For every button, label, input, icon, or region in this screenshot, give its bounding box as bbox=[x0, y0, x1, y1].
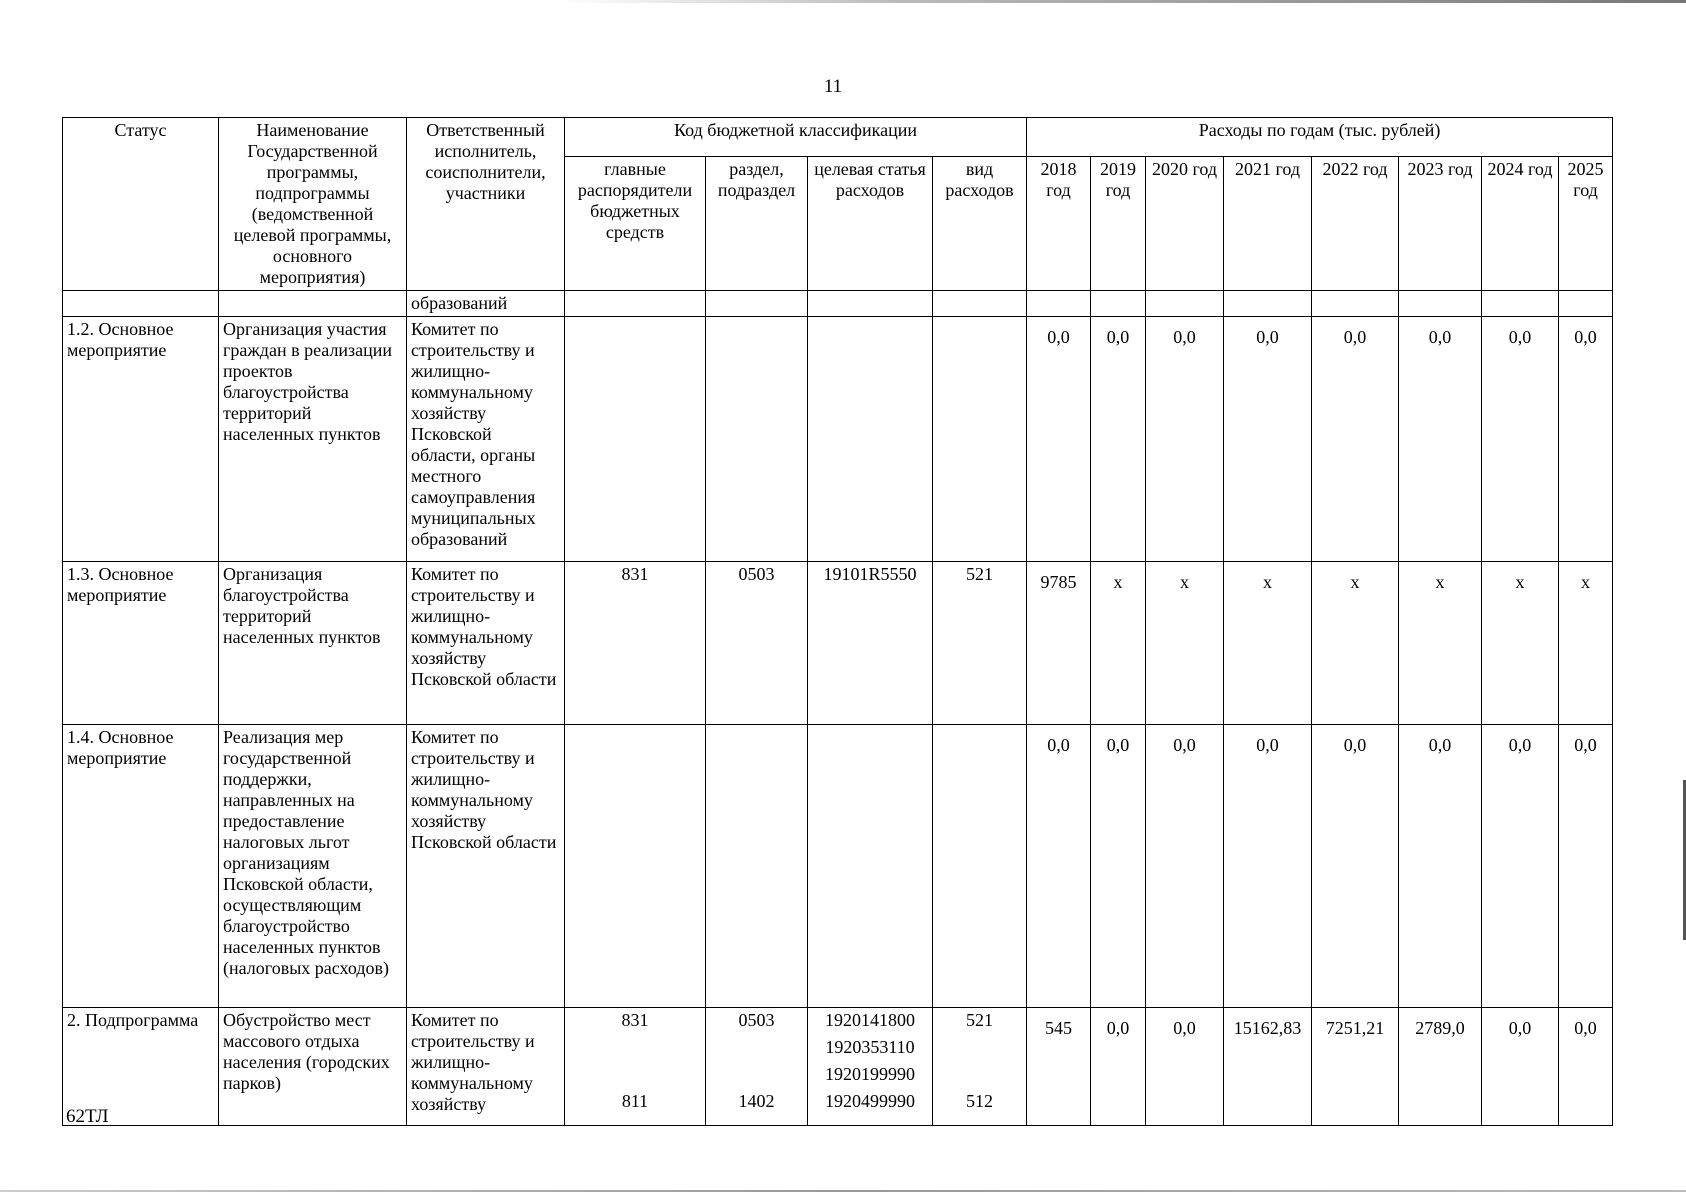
header-row-1 bbox=[63, 118, 1613, 157]
table-row bbox=[63, 1008, 1613, 1126]
table-row-continuation bbox=[63, 291, 1613, 317]
row-value-2020: х bbox=[1146, 562, 1224, 725]
header-budget-code-group: Код бюджетной классификации bbox=[565, 118, 1027, 157]
row-kind-item: 512 bbox=[966, 1091, 994, 1111]
row-responsible: Комитет по строительству и жилищно-коммунальному хозяйству bbox=[407, 1008, 565, 1126]
row-grbs: 831 bbox=[565, 562, 706, 725]
row-grbs-item: 831 bbox=[621, 1010, 649, 1030]
row-section bbox=[706, 317, 808, 562]
row-value-2023: 0,0 bbox=[1399, 317, 1482, 562]
row-kind-item: 521 bbox=[966, 1010, 994, 1030]
row-value-2019: 0,0 bbox=[1091, 1008, 1146, 1126]
row-value-2023: 2789,0 bbox=[1399, 1008, 1482, 1126]
table-row bbox=[63, 317, 1613, 562]
row-kind-list bbox=[933, 1008, 1027, 1126]
row-target-item: 1920353110 bbox=[825, 1037, 915, 1057]
row-value-2023: х bbox=[1399, 562, 1482, 725]
header-year-2021: 2021 год bbox=[1224, 157, 1312, 291]
row-value-2025: 0,0 bbox=[1559, 725, 1613, 1008]
header-year-2024: 2024 год bbox=[1482, 157, 1559, 291]
row-value-2025: х bbox=[1559, 562, 1613, 725]
row-value-2024: х bbox=[1482, 562, 1559, 725]
budget-table bbox=[62, 117, 1613, 1126]
row-value-2025: 0,0 bbox=[1559, 317, 1613, 562]
header-name: Наименование Государственной программы, подпрограммы (ведомственной целевой программы, основного мероприятия) bbox=[219, 118, 407, 291]
header-section: раздел, подраздел bbox=[706, 157, 808, 291]
row-value-2022: 0,0 bbox=[1312, 317, 1399, 562]
row-value-2021: х bbox=[1224, 562, 1312, 725]
row-target-item: 1920199990 bbox=[825, 1064, 915, 1084]
row-value-2021: 0,0 bbox=[1224, 317, 1312, 562]
row-value-2020: 0,0 bbox=[1146, 725, 1224, 1008]
row-responsible: Комитет по строительству и жилищно-коммунальному хозяйству Псковской области bbox=[407, 725, 565, 1008]
row-section-item: 0503 bbox=[738, 1010, 775, 1030]
row-value-2018: 545 bbox=[1027, 1008, 1091, 1126]
row-section-item: 1402 bbox=[738, 1091, 775, 1111]
row-grbs-item: 811 bbox=[621, 1091, 649, 1111]
row-section: 0503 bbox=[706, 562, 808, 725]
row-target-item: 1920499990 bbox=[825, 1091, 915, 1111]
row-value-2025: 0,0 bbox=[1559, 1008, 1613, 1126]
scan-edge-bottom bbox=[0, 1190, 1686, 1192]
row-kind: 521 bbox=[933, 562, 1027, 725]
row-value-2018: 9785 bbox=[1027, 562, 1091, 725]
row-value-2024: 0,0 bbox=[1482, 1008, 1559, 1126]
header-year-2019: 2019 год bbox=[1091, 157, 1146, 291]
row-value-2024: 0,0 bbox=[1482, 725, 1559, 1008]
row-responsible: Комитет по строительству и жилищно-коммунальному хозяйству Псковской области, органы местного самоуправления муниципальных образований bbox=[407, 317, 565, 562]
header-responsible: Ответственный исполнитель, соисполнители, участники bbox=[407, 118, 565, 291]
header-year-2023: 2023 год bbox=[1399, 157, 1482, 291]
footer-code: 62ТЛ bbox=[66, 1106, 109, 1127]
row-value-2023: 0,0 bbox=[1399, 725, 1482, 1008]
row-target bbox=[808, 317, 933, 562]
header-year-2020: 2020 год bbox=[1146, 157, 1224, 291]
row-value-2018: 0,0 bbox=[1027, 317, 1091, 562]
header-year-2018: 2018 год bbox=[1027, 157, 1091, 291]
header-expenses-group: Расходы по годам (тыс. рублей) bbox=[1027, 118, 1613, 157]
row-section-list bbox=[706, 1008, 808, 1126]
row-value-2018: 0,0 bbox=[1027, 725, 1091, 1008]
header-grbs: главные распорядители бюджетных средств bbox=[565, 157, 706, 291]
page-number: 11 bbox=[823, 76, 843, 97]
row-name: Организация благоустройства территорий населенных пунктов bbox=[219, 562, 407, 725]
row-status: 1.3. Основное мероприятие bbox=[63, 562, 219, 725]
row-value-2020: 0,0 bbox=[1146, 317, 1224, 562]
row-target: 19101R5550 bbox=[808, 562, 933, 725]
header-kind: вид расходов bbox=[933, 157, 1027, 291]
row-target-list bbox=[808, 1008, 933, 1126]
row-status: 2. Подпрограмма bbox=[63, 1008, 219, 1126]
row-value-2019: 0,0 bbox=[1091, 725, 1146, 1008]
row-value-2024: 0,0 bbox=[1482, 317, 1559, 562]
header-year-2025: 2025 год bbox=[1559, 157, 1613, 291]
row-value-2022: х bbox=[1312, 562, 1399, 725]
row-value-2022: 7251,21 bbox=[1312, 1008, 1399, 1126]
row-responsible: Комитет по строительству и жилищно-коммунальному хозяйству Псковской области bbox=[407, 562, 565, 725]
row-kind bbox=[933, 317, 1027, 562]
row-name: Обустройство мест массового отдыха населения (городских парков) bbox=[219, 1008, 407, 1126]
row-grbs bbox=[565, 725, 706, 1008]
header-target: целевая статья расходов bbox=[808, 157, 933, 291]
row-status: 1.2. Основное мероприятие bbox=[63, 317, 219, 562]
row-value-2021: 0,0 bbox=[1224, 725, 1312, 1008]
row-target-item: 1920141800 bbox=[825, 1010, 915, 1030]
header-year-2022: 2022 год bbox=[1312, 157, 1399, 291]
row-grbs-list bbox=[565, 1008, 706, 1126]
header-status: Статус bbox=[63, 118, 219, 291]
row-value-2021: 15162,83 bbox=[1224, 1008, 1312, 1126]
row-grbs bbox=[565, 317, 706, 562]
row-status: 1.4. Основное мероприятие bbox=[63, 725, 219, 1008]
row-kind bbox=[933, 725, 1027, 1008]
row-value-2019: 0,0 bbox=[1091, 317, 1146, 562]
row-section bbox=[706, 725, 808, 1008]
row-value-2019: х bbox=[1091, 562, 1146, 725]
row-name: Реализация мер государственной поддержки, направленных на предоставление налоговых льгот организациям Псковской области, осуществляющим благоустройство населенных пунктов (налоговых расходов) bbox=[219, 725, 407, 1008]
row-value-2020: 0,0 bbox=[1146, 1008, 1224, 1126]
table-row bbox=[63, 725, 1613, 1008]
table-row bbox=[63, 562, 1613, 725]
row-name: Организация участия граждан в реализации проектов благоустройства территорий населенных пунктов bbox=[219, 317, 407, 562]
row-target bbox=[808, 725, 933, 1008]
row-value-2022: 0,0 bbox=[1312, 725, 1399, 1008]
continuation-text: образований bbox=[407, 291, 565, 317]
scan-edge-top bbox=[560, 0, 1686, 3]
